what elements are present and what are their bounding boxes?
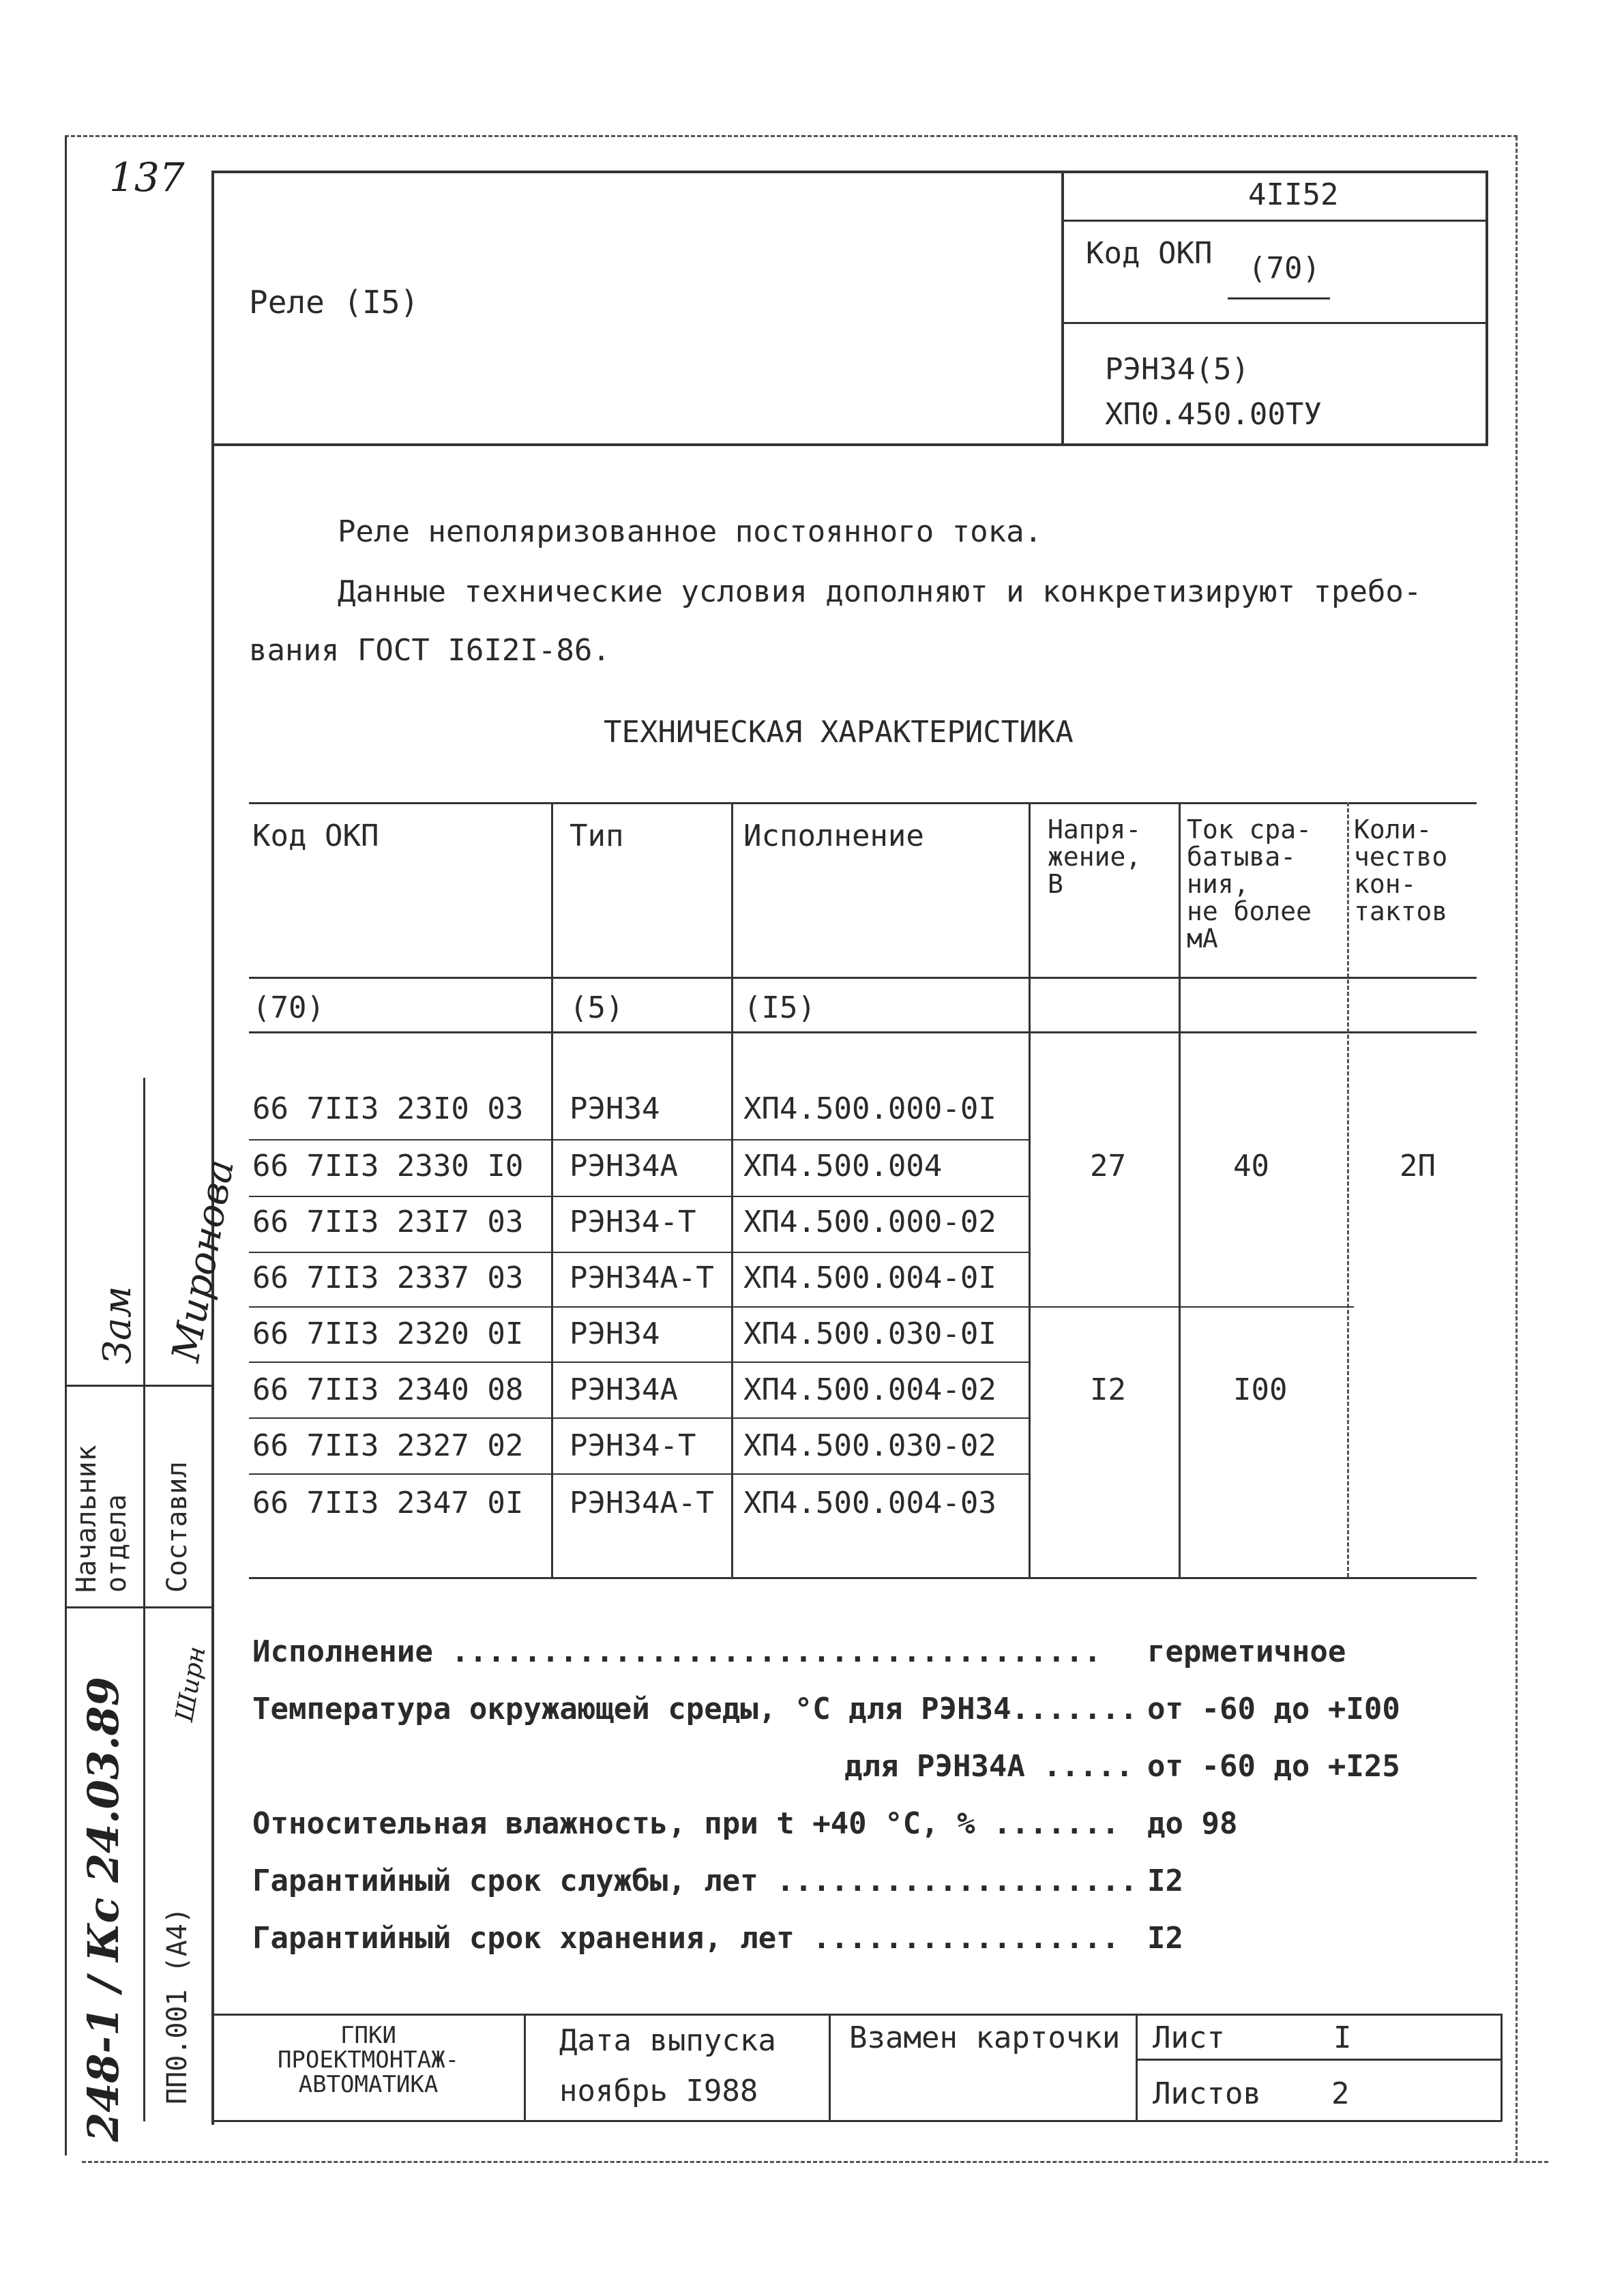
header-divider — [1061, 171, 1064, 446]
spec-label: для РЭН34А ..... — [844, 1749, 1134, 1784]
document-number: 4II52 — [1248, 177, 1339, 212]
header-line-1 — [1061, 220, 1488, 222]
handwritten-sign-small: Ширн — [171, 1644, 211, 1724]
footer-top-line — [211, 2014, 1502, 2016]
spec-value: до 98 — [1147, 1806, 1238, 1841]
row-version: ХП4.500.030-02 — [743, 1428, 996, 1463]
row-type: РЭН34А-Т — [570, 1261, 714, 1295]
stamp-column-line — [143, 1078, 145, 2121]
intro-line-1: Реле неполяризованное постоянного тока. — [338, 514, 1043, 549]
table-col-4 — [1179, 802, 1181, 1577]
row-code: 66 7II3 2337 03 — [252, 1261, 524, 1295]
header-line-2 — [1061, 322, 1488, 324]
intro-line-3: вания ГОСТ I6I2I-86. — [249, 633, 610, 668]
row-code: 66 7II3 2330 I0 — [252, 1149, 524, 1183]
spec-label: Относительная влажность, при t +40 °С, % ....... — [252, 1806, 1120, 1841]
table-col-2 — [731, 802, 733, 1577]
table-bottom-line — [249, 1577, 1477, 1579]
row-type: РЭН34А — [570, 1149, 678, 1183]
group1-contacts: 2П — [1400, 1149, 1436, 1183]
spec-label: Гарантийный срок хранения, лет ................. — [252, 1921, 1120, 1956]
row-type: РЭН34-Т — [570, 1428, 696, 1463]
spec-label: Гарантийный срок службы, лет .................... — [252, 1864, 1138, 1898]
side-label-head: Начальник отдела — [71, 1445, 132, 1593]
stamp-line-1 — [67, 1385, 213, 1387]
spec-label: Исполнение .................................... — [252, 1634, 1102, 1669]
header-version: Исполнение — [743, 819, 924, 853]
tu-code: ХП0.450.00ТУ — [1105, 397, 1322, 432]
group2-voltage: I2 — [1090, 1372, 1126, 1407]
header-current: Ток сра- батыва- ния, не более мА — [1187, 814, 1312, 954]
header-code: Код ОКП — [252, 819, 379, 853]
row-line-4 — [249, 1306, 1354, 1308]
row-version: ХП4.500.004 — [743, 1149, 943, 1183]
side-label-form: ПП0.001 (А4) — [162, 1907, 193, 2104]
header-contacts: Коли- чество кон- тактов — [1354, 814, 1448, 926]
row-code: 66 7II3 23I7 03 — [252, 1205, 524, 1239]
stamp-line-2 — [67, 1606, 213, 1608]
table-col-1 — [551, 802, 553, 1577]
header-voltage: Напря- жение, В — [1048, 814, 1142, 899]
spec-value: от -60 до +I25 — [1147, 1749, 1400, 1784]
footer-col-1 — [524, 2014, 526, 2121]
subheader-type: (5) — [570, 990, 624, 1025]
group1-voltage: 27 — [1090, 1149, 1126, 1183]
footer-bottom-line — [211, 2120, 1502, 2122]
row-line-3 — [249, 1252, 1030, 1253]
main-frame-right — [1486, 171, 1488, 443]
footer-replace-label: Взамен карточки — [849, 2020, 1121, 2055]
row-code: 66 7II3 2340 08 — [252, 1372, 524, 1407]
row-type: РЭН34 — [570, 1091, 660, 1126]
row-line-7 — [249, 1473, 1030, 1475]
side-label-compiled: Составил — [162, 1461, 193, 1593]
footer-issue-date: ноябрь I988 — [559, 2074, 758, 2108]
frame-left-line — [65, 136, 67, 2155]
row-line-1 — [249, 1139, 1030, 1140]
subheader-code: (70) — [252, 990, 325, 1025]
footer-col-2 — [829, 2014, 831, 2121]
footer-issue-label: Дата выпуска — [559, 2023, 776, 2058]
handwritten-side-ref: 248-1 / Кс 24.03.89 — [78, 1677, 128, 2142]
row-version: ХП4.500.030-0I — [743, 1316, 996, 1351]
handwritten-page-number: 137 — [109, 154, 185, 201]
row-version: ХП4.500.000-02 — [743, 1205, 996, 1239]
row-code: 66 7II3 2320 0I — [252, 1316, 524, 1351]
group2-current: I00 — [1233, 1372, 1288, 1407]
frame-top-dash — [65, 135, 1518, 137]
subheader-version: (I5) — [743, 990, 816, 1025]
footer-sheet-label: Лист — [1153, 2020, 1225, 2055]
row-line-5 — [249, 1362, 1030, 1363]
spec-value: герметичное — [1147, 1634, 1346, 1669]
row-code: 66 7II3 23I0 03 — [252, 1091, 524, 1126]
row-version: ХП4.500.000-0I — [743, 1091, 996, 1126]
spec-value: от -60 до +I00 — [1147, 1692, 1400, 1726]
row-version: ХП4.500.004-03 — [743, 1486, 996, 1520]
footer-sheets-label: Листов — [1153, 2076, 1261, 2111]
okp-label: Код ОКП — [1086, 236, 1213, 271]
footer-sheet-line — [1136, 2059, 1502, 2061]
footer-org: ГПКИ ПРОЕКТМОНТАЖ- АВТОМАТИКА — [277, 2022, 460, 2098]
section-title: ТЕХНИЧЕСКАЯ ХАРАКТЕРИСТИКА — [604, 715, 1074, 750]
main-frame-top — [211, 171, 1488, 173]
table-top-line — [249, 802, 1477, 804]
footer-col-3 — [1136, 2014, 1138, 2121]
type-code: РЭН34(5) — [1105, 352, 1250, 387]
okp-underline — [1228, 297, 1330, 299]
table-col-3 — [1029, 802, 1031, 1577]
footer-right-line — [1501, 2014, 1503, 2121]
row-type: РЭН34А — [570, 1372, 678, 1407]
handwritten-sign-head: Зам — [95, 1286, 140, 1364]
spec-label: Температура окружающей среды, °С для РЭН34....... — [252, 1692, 1138, 1726]
table-subheader-line — [249, 1031, 1477, 1033]
group1-current: 40 — [1233, 1149, 1269, 1183]
table-col-5 — [1347, 802, 1349, 1577]
footer-sheets-value: 2 — [1331, 2076, 1350, 2111]
table-header-line — [249, 977, 1477, 979]
handwritten-sign-compiler: Миронова — [164, 1156, 243, 1366]
row-version: ХП4.500.004-0I — [743, 1261, 996, 1295]
row-line-6 — [249, 1417, 1030, 1419]
frame-bottom-dash — [82, 2161, 1548, 2163]
row-type: РЭН34-Т — [570, 1205, 696, 1239]
row-code: 66 7II3 2347 0I — [252, 1486, 524, 1520]
row-code: 66 7II3 2327 02 — [252, 1428, 524, 1463]
header-bottom-line — [211, 443, 1488, 446]
row-type: РЭН34А-Т — [570, 1486, 714, 1520]
document-title: Реле (I5) — [249, 284, 419, 321]
row-type: РЭН34 — [570, 1316, 660, 1351]
main-frame-left — [211, 171, 214, 2125]
row-version: ХП4.500.004-02 — [743, 1372, 996, 1407]
header-type: Тип — [570, 819, 624, 853]
intro-line-2: Данные технические условия дополняют и конкретизируют требо- — [338, 574, 1422, 609]
row-line-2 — [249, 1196, 1030, 1197]
frame-right-dash — [1516, 136, 1518, 2162]
spec-value: I2 — [1147, 1921, 1183, 1956]
okp-code: (70) — [1248, 251, 1320, 286]
spec-value: I2 — [1147, 1864, 1183, 1898]
footer-sheet-value: I — [1333, 2020, 1352, 2055]
